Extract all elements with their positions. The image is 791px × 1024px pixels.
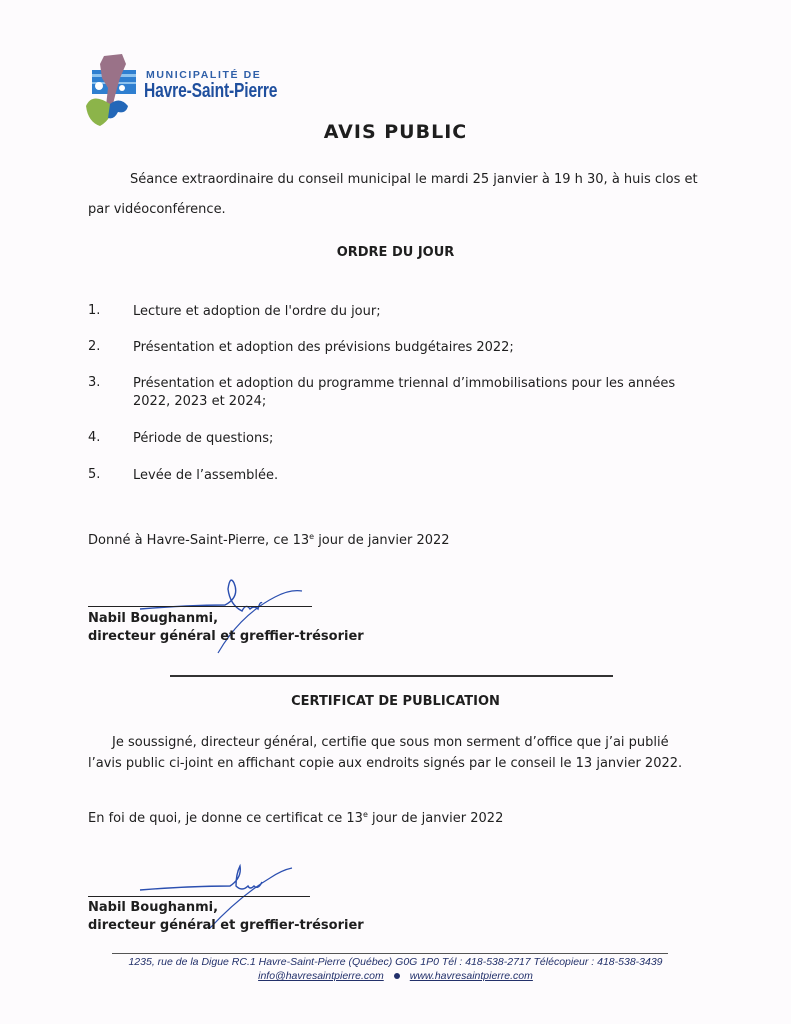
closing-suffix: jour de janvier 2022 xyxy=(367,811,504,826)
certificate-line2: l’avis public ci-joint en affichant copie aux endroits signés par le conseil le 13 janvier 2022. xyxy=(88,756,683,771)
agenda-item-3-text-line1: Présentation et adoption du programme triennal d’immobilisations pour les années xyxy=(133,376,676,391)
footer-links xyxy=(0,970,791,982)
bullet-icon xyxy=(394,973,400,979)
certificate-line1: Je soussigné, directeur général, certifie que sous mon serment d’office que j’ai publié xyxy=(112,735,669,750)
agenda-heading: ORDRE DU JOUR xyxy=(336,245,455,260)
logo-emblem-icon xyxy=(82,48,142,128)
agenda-item-2-number: 2. xyxy=(88,339,101,354)
closing-superscript: e xyxy=(362,810,368,819)
agenda-item-4-number: 4. xyxy=(88,430,101,445)
footer-divider xyxy=(112,953,668,954)
municipality-logo xyxy=(82,48,322,128)
logo-line2: Havre-Saint-Pierre xyxy=(144,80,278,102)
signature-1-line xyxy=(88,606,312,607)
signatory-2-name: Nabil Boughanmi, xyxy=(88,900,219,915)
given-suffix: jour de janvier 2022 xyxy=(314,533,450,548)
given-prefix: Donné à Havre-Saint-Pierre, ce 13 xyxy=(88,533,310,548)
agenda-item-2-text: Présentation et adoption des prévisions budgétaires 2022; xyxy=(133,340,514,355)
section-separator xyxy=(170,675,613,677)
signature-2-line xyxy=(88,896,310,897)
agenda-item-5-number: 5. xyxy=(88,467,101,482)
closing-prefix: En foi de quoi, je donne ce certificat ce 13 xyxy=(88,811,363,826)
certificate-heading: CERTIFICAT DE PUBLICATION xyxy=(291,694,500,709)
signatory-2-title: directeur général et greffier-trésorier xyxy=(88,918,364,933)
agenda-item-1-text: Lecture et adoption de l'ordre du jour; xyxy=(133,304,381,319)
intro-line1: Séance extraordinaire du conseil municipal le mardi 25 janvier à 19 h 30, à huis clos et xyxy=(130,172,698,187)
footer-address: 1235, rue de la Digue RC.1 Havre-Saint-Pierre (Québec) G0G 1P0 Tél : 418-538-2717 Télécopieur : 418-538-3439 xyxy=(128,956,663,968)
given-superscript: e xyxy=(309,532,315,541)
footer-email-link[interactable]: info@havresaintpierre.com xyxy=(258,970,384,982)
footer-website-link[interactable]: www.havresaintpierre.com xyxy=(409,970,533,982)
intro-line2: par vidéoconférence. xyxy=(88,202,226,217)
signatory-1-title: directeur général et greffier-trésorier xyxy=(88,629,364,644)
agenda-item-4-text: Période de questions; xyxy=(133,431,274,446)
agenda-item-3-number: 3. xyxy=(88,375,101,390)
agenda-item-1-number: 1. xyxy=(88,303,101,318)
agenda-item-3-text-line2: 2022, 2023 et 2024; xyxy=(133,394,267,409)
given-statement xyxy=(88,527,450,551)
logo-line1: MUNICIPALITÉ DE xyxy=(146,69,262,81)
signatory-1-name: Nabil Boughanmi, xyxy=(88,611,219,626)
page-title: AVIS PUBLIC xyxy=(323,121,468,143)
certificate-closing xyxy=(88,805,503,829)
agenda-item-5-text: Levée de l’assemblée. xyxy=(133,468,279,483)
